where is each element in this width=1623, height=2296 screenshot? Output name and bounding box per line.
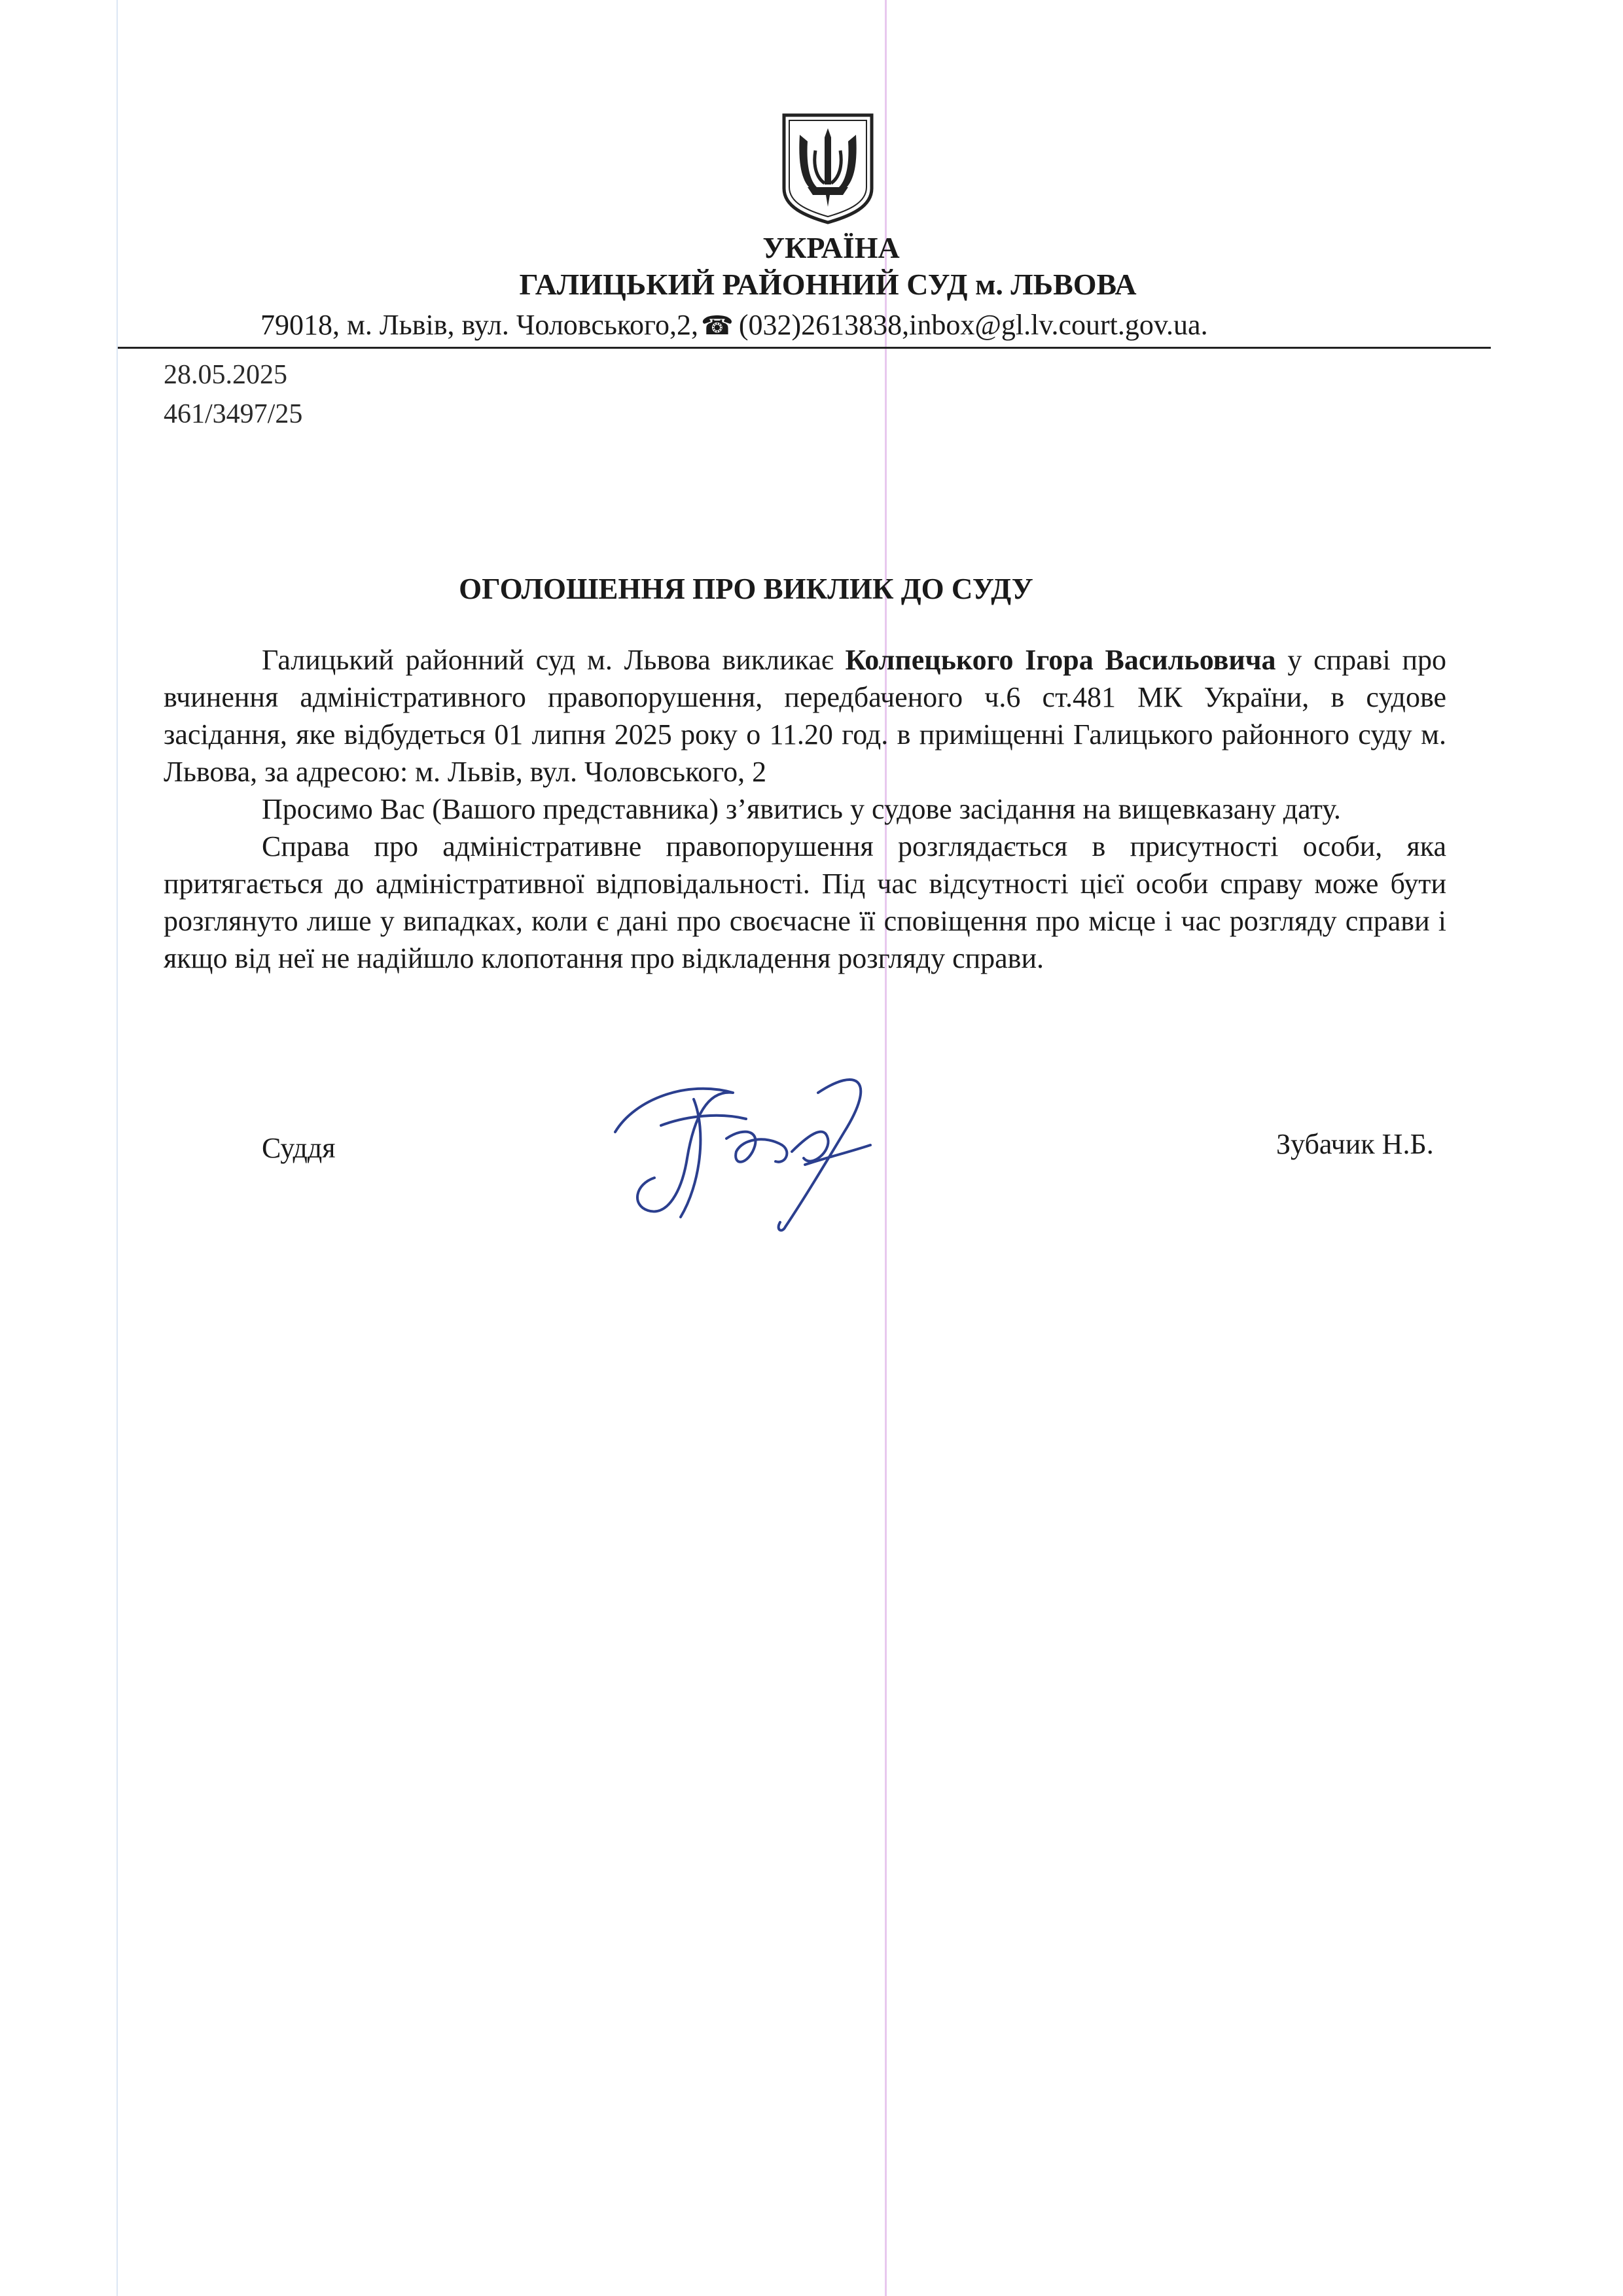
summons-intro: Галицький районний суд м. Львова викликає: [262, 644, 846, 676]
summons-paragraph: [164, 641, 1446, 790]
notice-title: ОГОЛОШЕННЯ ПРО ВИКЛИК ДО СУДУ: [459, 573, 1033, 605]
court-phone-email: (032)2613838,inbox@gl.lv.court.gov.ua.: [738, 309, 1208, 341]
judge-role-label: Суддя: [262, 1132, 336, 1164]
handwritten-signature-icon: [596, 1053, 910, 1250]
telephone-icon: ☎: [701, 311, 734, 340]
court-contact-line: [260, 308, 1208, 344]
scan-artifact-line: [116, 0, 118, 2296]
court-address: 79018, м. Львів, вул. Чоловського,2,: [260, 309, 699, 341]
document-date: 28.05.2025: [164, 360, 287, 390]
country-heading: УКРАЇНА: [762, 231, 900, 264]
notice-body: [164, 641, 1446, 977]
summoned-person-name: Колпецького Ігора Васильовича: [845, 644, 1276, 676]
procedure-paragraph: Справа про адміністративне правопорушення розглядається в присутності особи, яка притягається до адміністративної відповідальності. Під час відсутності цієї особи справу може бути розглянуто лише у випадках, коли є дані про своєчасне її сповіщення про місце і час розгляду справи і якщо від неї не надійшло клопотання про відкладення розгляду справи.: [164, 830, 1446, 974]
document-reference-number: 461/3497/25: [164, 399, 303, 429]
trident-coat-of-arms-icon: [779, 111, 877, 226]
summons-details: у справі про вчинення адміністративного правопорушення, передбаченого ч.6 ст.481 МК України, в судове засідання, яке відбудеться 01 липня 2025 року о 11.20 год. в приміщенні Галицького районного суду м. Львова, за адресою: м. Львів, вул. Чоловського, 2: [164, 644, 1446, 788]
judge-name: Зубачик Н.Б.: [1276, 1128, 1434, 1160]
header-divider: [118, 347, 1491, 349]
court-name-heading: ГАЛИЦЬКИЙ РАЙОННИЙ СУД м. ЛЬВОВА: [519, 268, 1137, 301]
appearance-request-paragraph: Просимо Вас (Вашого представника) з’явитись у судове засідання на вищевказану дату.: [262, 793, 1341, 825]
